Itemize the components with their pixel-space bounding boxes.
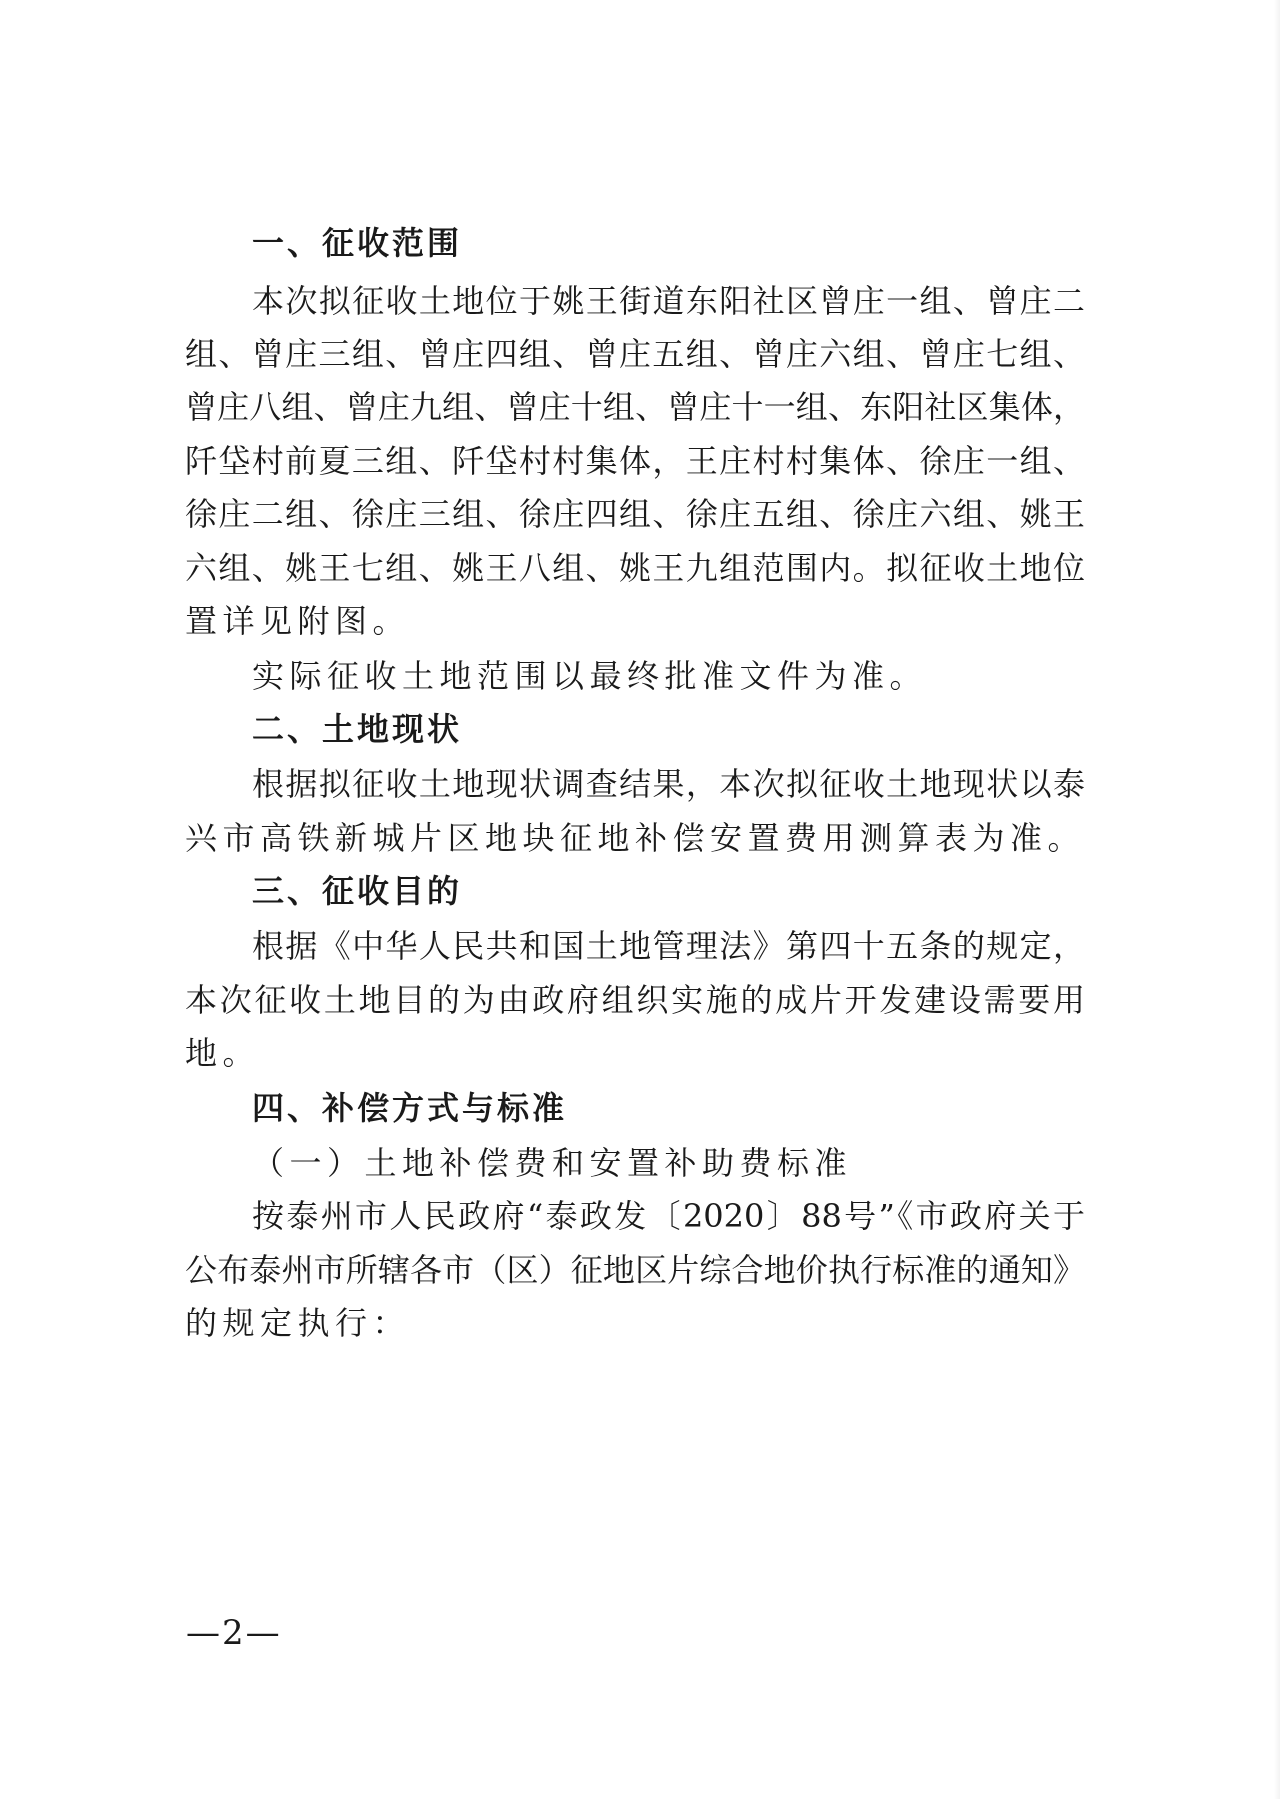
paragraph-line: 置详见附图。 — [185, 602, 411, 640]
paragraph-line: 兴市高铁新城片区地块征地补偿安置费用测算表为准。 — [185, 819, 1086, 857]
paragraph-line: 曾庄八组、曾庄九组、曾庄十组、曾庄十一组、东阳社区集体， — [185, 388, 1085, 426]
subsection-heading: （一）土地补偿费和安置补助费标准 — [252, 1144, 853, 1182]
page-number: —2— — [186, 1613, 282, 1653]
paragraph-line: 本次拟征收土地位于姚王街道东阳社区曾庄一组、曾庄二 — [252, 282, 1085, 320]
paragraph-line: 公布泰州市所辖各市（区）征地区片综合地价执行标准的通知》 — [185, 1251, 1085, 1289]
paragraph-line: 根据拟征收土地现状调查结果，本次拟征收土地现状以泰 — [252, 765, 1085, 803]
paragraph-line: 地。 — [185, 1034, 261, 1072]
paragraph-line: 徐庄二组、徐庄三组、徐庄四组、徐庄五组、徐庄六组、姚王 — [185, 495, 1085, 533]
paragraph-line: 阡垈村前夏三组、阡垈村村集体，王庄村村集体、徐庄一组、 — [185, 442, 1085, 480]
paragraph-line: 六组、姚王七组、姚王八组、姚王九组范围内。拟征收土地位 — [185, 549, 1085, 587]
paragraph-line: 的规定执行： — [185, 1304, 411, 1342]
section-heading-4: 四、补偿方式与标准 — [252, 1089, 568, 1127]
section-heading-1: 一、征收范围 — [252, 224, 463, 262]
paragraph-line: 根据《中华人民共和国土地管理法》第四十五条的规定， — [252, 927, 1085, 965]
paragraph-line: 组、曾庄三组、曾庄四组、曾庄五组、曾庄六组、曾庄七组、 — [185, 335, 1085, 373]
page-edge-shadow — [1274, 0, 1280, 1799]
paragraph-line: 本次征收土地目的为由政府组织实施的成片开发建设需要用 — [185, 981, 1085, 1019]
section-heading-3: 三、征收目的 — [252, 872, 463, 910]
paragraph-line: 按泰州市人民政府“泰政发〔2020〕88号”《市政府关于 — [252, 1197, 1085, 1235]
paragraph-line: 实际征收土地范围以最终批准文件为准。 — [252, 657, 928, 695]
section-heading-2: 二、土地现状 — [252, 710, 463, 748]
